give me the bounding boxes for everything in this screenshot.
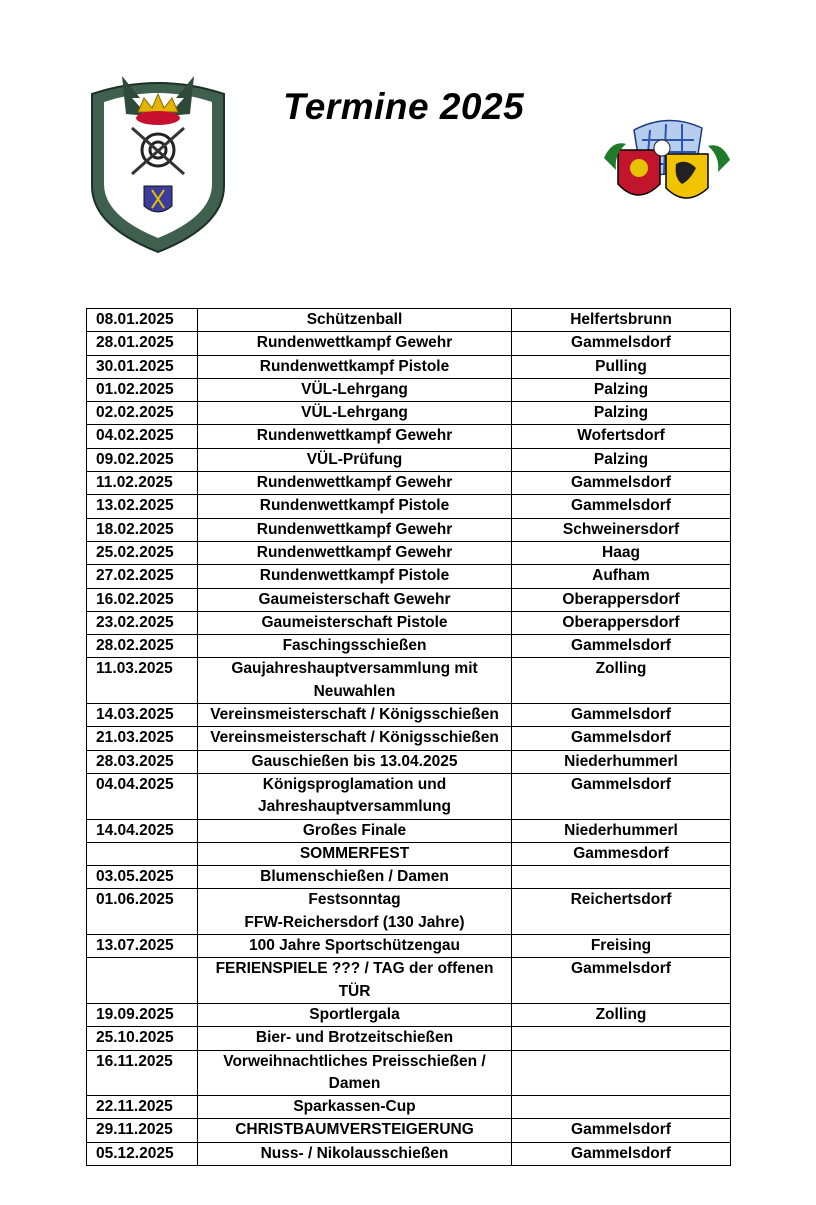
event-row — [87, 425, 731, 448]
event-title — [198, 565, 512, 588]
event-title-line: Sportlergala — [309, 1005, 400, 1023]
event-title-line: Gauschießen bis 13.04.2025 — [251, 752, 458, 770]
event-title-line: FERIENSPIELE ??? / TAG der offenen TÜR — [215, 960, 494, 1000]
event-row — [87, 1119, 731, 1142]
event-title-line: Gaumeisterschaft Gewehr — [258, 590, 451, 608]
event-row — [87, 1050, 731, 1096]
event-date: 19.09.2025 — [87, 1003, 198, 1026]
event-title-line: VÜL-Lehrgang — [301, 380, 408, 398]
event-row — [87, 402, 731, 425]
event-title-line: Rundenwettkampf Pistole — [259, 497, 450, 515]
event-location: Gammelsdorf — [512, 495, 731, 518]
event-date: 04.04.2025 — [87, 773, 198, 819]
event-location: Oberappersdorf — [512, 588, 731, 611]
event-title — [198, 402, 512, 425]
event-title — [198, 309, 512, 332]
event-date: 08.01.2025 — [87, 309, 198, 332]
event-title — [198, 635, 512, 658]
event-location — [512, 1027, 731, 1050]
event-location: Gammelsdorf — [512, 1142, 731, 1165]
event-row — [87, 866, 731, 889]
event-title — [198, 1096, 512, 1119]
event-location: Helfertsbrunn — [512, 309, 731, 332]
event-row — [87, 541, 731, 564]
event-title-line: VÜL-Prüfung — [306, 450, 403, 468]
event-title — [198, 332, 512, 355]
event-date: 28.03.2025 — [87, 750, 198, 773]
event-row — [87, 448, 731, 471]
event-location: Gammelsdorf — [512, 773, 731, 819]
event-location: Niederhummerl — [512, 819, 731, 842]
event-row — [87, 309, 731, 332]
event-row — [87, 1003, 731, 1026]
event-title — [198, 958, 512, 1004]
event-date: 02.02.2025 — [87, 402, 198, 425]
event-date: 13.02.2025 — [87, 495, 198, 518]
event-location: Gammesdorf — [512, 842, 731, 865]
event-title-line: Rundenwettkampf Gewehr — [256, 543, 453, 561]
event-location: Pulling — [512, 355, 731, 378]
page-title: Termine 2025 — [283, 86, 525, 127]
sportschuetzengau-logo — [598, 84, 766, 252]
event-title-line: FFW-Reichersdorf (130 Jahre) — [244, 913, 465, 931]
event-location: Gammelsdorf — [512, 1119, 731, 1142]
event-title-line: Vereinsmeisterschaft / Königsschießen — [210, 706, 499, 724]
event-title — [198, 842, 512, 865]
event-location: Gammelsdorf — [512, 635, 731, 658]
event-row — [87, 819, 731, 842]
event-title-line: Neuwahlen — [313, 682, 396, 700]
event-title-line: 100 Jahre Sportschützengau — [248, 937, 461, 955]
event-row — [87, 1027, 731, 1050]
event-title-line: Vorweihnachtliches Preisschießen / — [223, 1052, 486, 1070]
event-title-line: Rundenwettkampf Pistole — [259, 357, 450, 375]
event-title-line: Großes Finale — [302, 821, 407, 839]
event-row — [87, 495, 731, 518]
event-title-line: Blumenschießen / Damen — [260, 868, 449, 886]
event-title — [198, 889, 512, 935]
event-title — [198, 935, 512, 958]
event-title — [198, 1050, 512, 1096]
event-date: 01.06.2025 — [87, 889, 198, 935]
event-row — [87, 378, 731, 401]
event-row — [87, 658, 731, 704]
event-row — [87, 355, 731, 378]
event-title-line: Rundenwettkampf Gewehr — [256, 427, 453, 445]
event-date: 11.02.2025 — [87, 472, 198, 495]
event-title-line: Rundenwettkampf Gewehr — [256, 520, 453, 538]
event-location — [512, 866, 731, 889]
event-title-line: Vereinsmeisterschaft / Königsschießen — [210, 729, 499, 747]
event-title-line: Königsproglamation und — [262, 775, 447, 793]
event-location: Reichertsdorf — [512, 889, 731, 935]
event-row — [87, 773, 731, 819]
event-location: Zolling — [512, 658, 731, 704]
event-date: 01.02.2025 — [87, 378, 198, 401]
event-title-line: Rundenwettkampf Gewehr — [256, 334, 453, 352]
event-title-line: Nuss- / Nikolausschießen — [260, 1144, 449, 1162]
event-date: 25.02.2025 — [87, 541, 198, 564]
events-table — [86, 308, 731, 1166]
event-title — [198, 355, 512, 378]
event-title-line: Festsonntag — [308, 891, 401, 909]
event-row — [87, 565, 731, 588]
event-date: 16.11.2025 — [87, 1050, 198, 1096]
event-date: 09.02.2025 — [87, 448, 198, 471]
event-title — [198, 658, 512, 704]
event-title-line: Bier- und Brotzeitschießen — [255, 1029, 454, 1047]
event-row — [87, 472, 731, 495]
event-date: 27.02.2025 — [87, 565, 198, 588]
event-location: Palzing — [512, 402, 731, 425]
event-location: Gammelsdorf — [512, 704, 731, 727]
event-row — [87, 588, 731, 611]
event-title — [198, 704, 512, 727]
event-title-line: Jahreshauptversammlung — [258, 798, 451, 816]
event-date: 23.02.2025 — [87, 611, 198, 634]
event-title — [198, 425, 512, 448]
event-title-line: SOMMERFEST — [299, 844, 410, 862]
event-title — [198, 866, 512, 889]
event-row — [87, 704, 731, 727]
event-title — [198, 1003, 512, 1026]
event-date: 25.10.2025 — [87, 1027, 198, 1050]
event-title — [198, 588, 512, 611]
event-row — [87, 1096, 731, 1119]
event-title — [198, 495, 512, 518]
event-location: Zolling — [512, 1003, 731, 1026]
event-title-line: Gaujahreshauptversammlung mit — [231, 660, 478, 678]
event-location: Aufham — [512, 565, 731, 588]
event-date: 05.12.2025 — [87, 1142, 198, 1165]
event-date — [87, 842, 198, 865]
event-row — [87, 1142, 731, 1165]
event-location: Palzing — [512, 448, 731, 471]
event-row — [87, 958, 731, 1004]
event-location: Gammelsdorf — [512, 958, 731, 1004]
event-row — [87, 727, 731, 750]
event-date: 13.07.2025 — [87, 935, 198, 958]
event-title — [198, 448, 512, 471]
event-location — [512, 1050, 731, 1096]
event-row — [87, 635, 731, 658]
event-date: 21.03.2025 — [87, 727, 198, 750]
event-title-line: Rundenwettkampf Pistole — [259, 567, 450, 585]
event-title — [198, 1027, 512, 1050]
event-title — [198, 727, 512, 750]
event-location: Palzing — [512, 378, 731, 401]
event-location: Gammelsdorf — [512, 727, 731, 750]
event-title-line: VÜL-Lehrgang — [301, 404, 408, 422]
event-location: Niederhummerl — [512, 750, 731, 773]
event-date: 14.03.2025 — [87, 704, 198, 727]
event-title-line: Schützenball — [306, 311, 403, 328]
event-title-line: Rundenwettkampf Gewehr — [256, 474, 453, 492]
event-title — [198, 472, 512, 495]
event-date: 11.03.2025 — [87, 658, 198, 704]
event-location: Oberappersdorf — [512, 611, 731, 634]
event-date: 30.01.2025 — [87, 355, 198, 378]
event-row — [87, 332, 731, 355]
event-title-line: Sparkassen-Cup — [293, 1098, 416, 1116]
event-title-line: CHRISTBAUMVERSTEIGERUNG — [235, 1121, 474, 1139]
event-date: 28.01.2025 — [87, 332, 198, 355]
event-location: Wofertsdorf — [512, 425, 731, 448]
event-location: Haag — [512, 541, 731, 564]
event-date: 22.11.2025 — [87, 1096, 198, 1119]
event-title-line: Damen — [328, 1074, 381, 1092]
event-title — [198, 378, 512, 401]
event-date: 29.11.2025 — [87, 1119, 198, 1142]
event-row — [87, 611, 731, 634]
event-date: 28.02.2025 — [87, 635, 198, 658]
event-title — [198, 819, 512, 842]
event-row — [87, 842, 731, 865]
event-row — [87, 750, 731, 773]
event-title — [198, 518, 512, 541]
event-row — [87, 889, 731, 935]
event-title — [198, 773, 512, 819]
event-location: Gammelsdorf — [512, 332, 731, 355]
event-location — [512, 1096, 731, 1119]
event-date: 18.02.2025 — [87, 518, 198, 541]
event-date — [87, 958, 198, 1004]
event-location: Freising — [512, 935, 731, 958]
event-title — [198, 1142, 512, 1165]
club-logo-schuetzenverein — [82, 68, 234, 256]
event-location: Gammelsdorf — [512, 472, 731, 495]
event-title — [198, 611, 512, 634]
event-date: 14.04.2025 — [87, 819, 198, 842]
event-title — [198, 541, 512, 564]
event-date: 16.02.2025 — [87, 588, 198, 611]
event-row — [87, 518, 731, 541]
event-title — [198, 1119, 512, 1142]
event-title — [198, 750, 512, 773]
event-location: Schweinersdorf — [512, 518, 731, 541]
event-row — [87, 935, 731, 958]
event-title-line: Faschingsschießen — [282, 637, 427, 655]
event-title-line: Gaumeisterschaft Pistole — [261, 613, 448, 631]
event-date: 03.05.2025 — [87, 866, 198, 889]
event-date: 04.02.2025 — [87, 425, 198, 448]
